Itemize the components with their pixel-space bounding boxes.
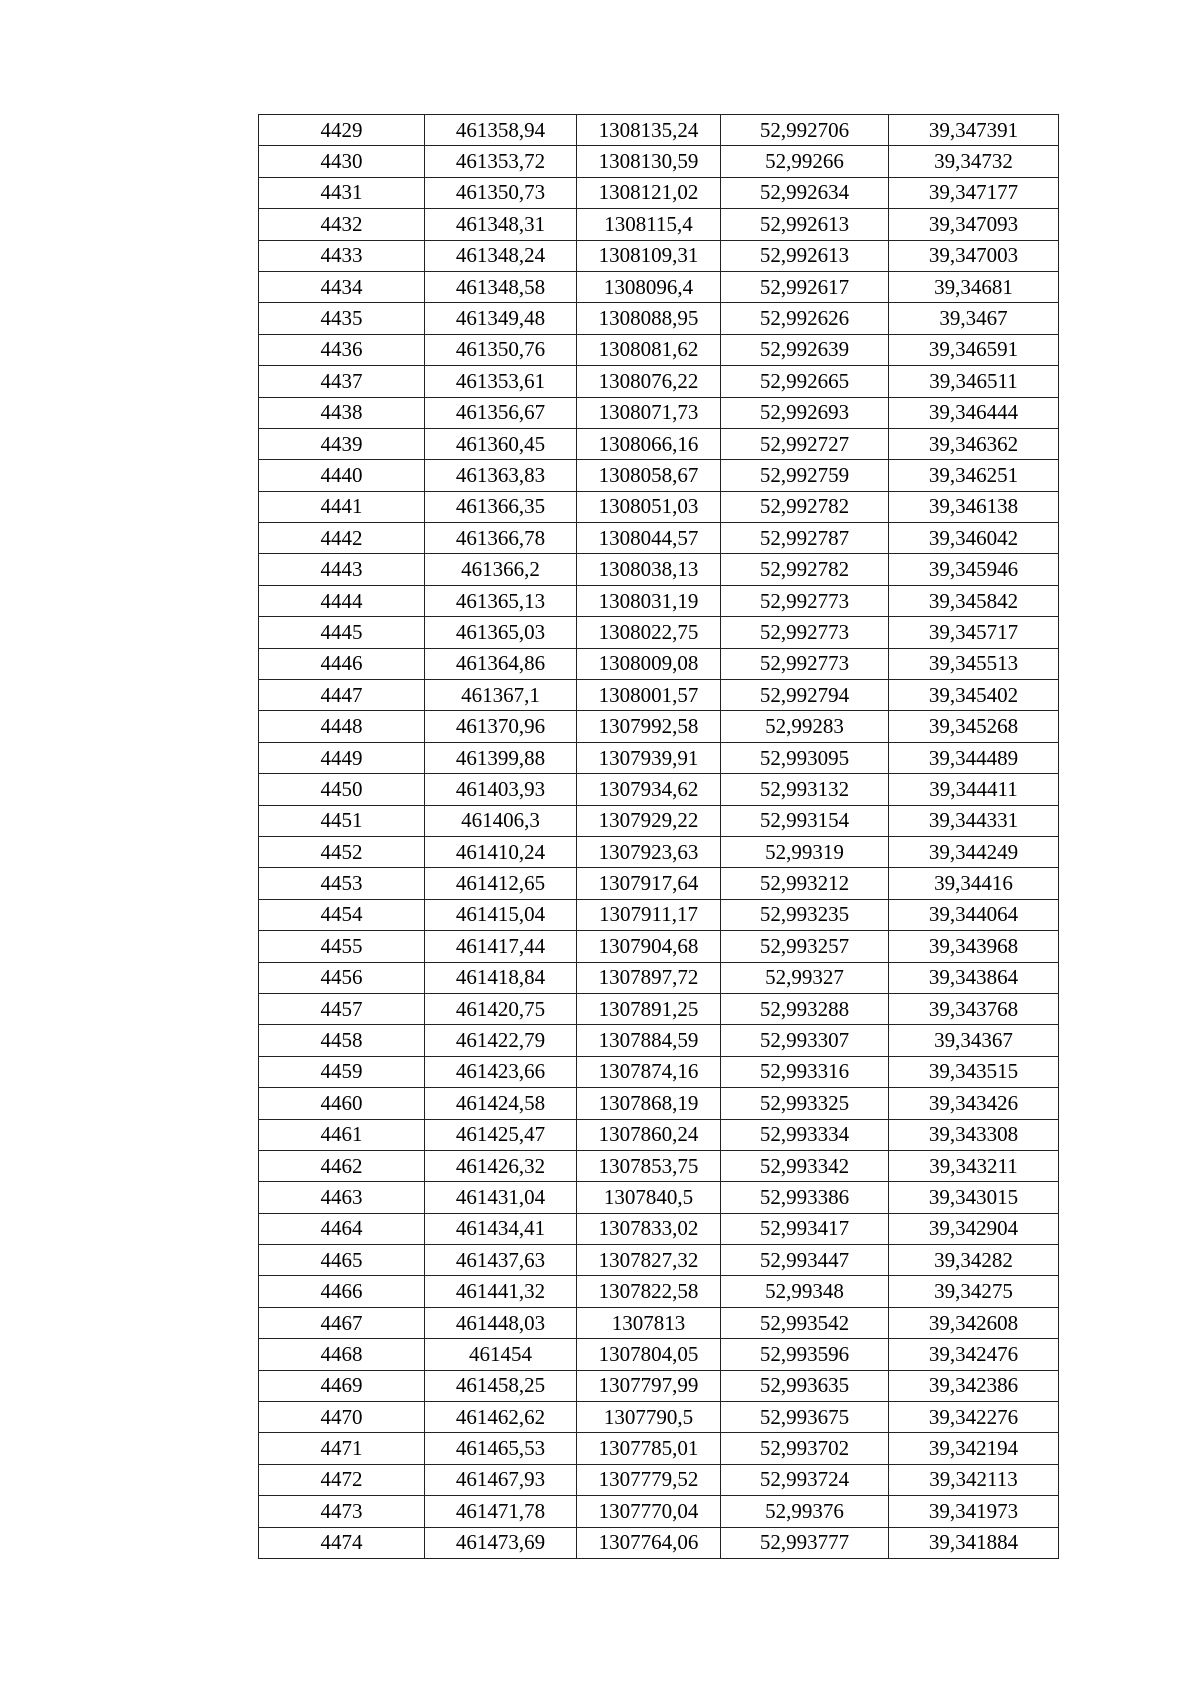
point-number-cell: 4467 (259, 1307, 425, 1338)
y-coordinate-cell: 1308022,75 (577, 617, 721, 648)
latitude-cell: 52,992727 (721, 428, 889, 459)
table-row (259, 177, 1059, 208)
table-row (259, 774, 1059, 805)
y-coordinate-cell: 1307897,72 (577, 962, 721, 993)
table-row (259, 491, 1059, 522)
y-coordinate-cell: 1308115,4 (577, 209, 721, 240)
table-row (259, 240, 1059, 271)
point-number-cell: 4465 (259, 1245, 425, 1276)
latitude-cell: 52,993316 (721, 1056, 889, 1087)
latitude-cell: 52,992794 (721, 680, 889, 711)
latitude-cell: 52,992613 (721, 240, 889, 271)
table-row (259, 962, 1059, 993)
y-coordinate-cell: 1307939,91 (577, 742, 721, 773)
y-coordinate-cell: 1307929,22 (577, 805, 721, 836)
y-coordinate-cell: 1308051,03 (577, 491, 721, 522)
point-number-cell: 4448 (259, 711, 425, 742)
x-coordinate-cell: 461360,45 (425, 428, 577, 459)
table-row (259, 711, 1059, 742)
x-coordinate-cell: 461366,35 (425, 491, 577, 522)
longitude-cell: 39,345513 (889, 648, 1059, 679)
point-number-cell: 4463 (259, 1182, 425, 1213)
latitude-cell: 52,993235 (721, 899, 889, 930)
table-row (259, 460, 1059, 491)
y-coordinate-cell: 1308044,57 (577, 523, 721, 554)
point-number-cell: 4460 (259, 1088, 425, 1119)
latitude-cell: 52,992787 (721, 523, 889, 554)
y-coordinate-cell: 1308071,73 (577, 397, 721, 428)
longitude-cell: 39,347177 (889, 177, 1059, 208)
longitude-cell: 39,346362 (889, 428, 1059, 459)
latitude-cell: 52,99283 (721, 711, 889, 742)
point-number-cell: 4469 (259, 1370, 425, 1401)
table-row (259, 836, 1059, 867)
longitude-cell: 39,34416 (889, 868, 1059, 899)
x-coordinate-cell: 461370,96 (425, 711, 577, 742)
x-coordinate-cell: 461353,72 (425, 146, 577, 177)
latitude-cell: 52,993288 (721, 993, 889, 1024)
x-coordinate-cell: 461350,73 (425, 177, 577, 208)
x-coordinate-cell: 461410,24 (425, 836, 577, 867)
latitude-cell: 52,993542 (721, 1307, 889, 1338)
point-number-cell: 4437 (259, 366, 425, 397)
x-coordinate-cell: 461403,93 (425, 774, 577, 805)
longitude-cell: 39,341884 (889, 1527, 1059, 1558)
y-coordinate-cell: 1307891,25 (577, 993, 721, 1024)
x-coordinate-cell: 461437,63 (425, 1245, 577, 1276)
x-coordinate-cell: 461417,44 (425, 931, 577, 962)
table-row (259, 115, 1059, 146)
x-coordinate-cell: 461364,86 (425, 648, 577, 679)
x-coordinate-cell: 461418,84 (425, 962, 577, 993)
latitude-cell: 52,993675 (721, 1402, 889, 1433)
y-coordinate-cell: 1307874,16 (577, 1056, 721, 1087)
longitude-cell: 39,344249 (889, 836, 1059, 867)
y-coordinate-cell: 1308076,22 (577, 366, 721, 397)
latitude-cell: 52,992693 (721, 397, 889, 428)
longitude-cell: 39,346138 (889, 491, 1059, 522)
table-row (259, 805, 1059, 836)
longitude-cell: 39,343211 (889, 1150, 1059, 1181)
x-coordinate-cell: 461365,03 (425, 617, 577, 648)
x-coordinate-cell: 461399,88 (425, 742, 577, 773)
latitude-cell: 52,992782 (721, 491, 889, 522)
point-number-cell: 4431 (259, 177, 425, 208)
x-coordinate-cell: 461353,61 (425, 366, 577, 397)
latitude-cell: 52,992626 (721, 303, 889, 334)
table-row (259, 428, 1059, 459)
point-number-cell: 4461 (259, 1119, 425, 1150)
point-number-cell: 4436 (259, 334, 425, 365)
x-coordinate-cell: 461406,3 (425, 805, 577, 836)
table-row (259, 1402, 1059, 1433)
longitude-cell: 39,343768 (889, 993, 1059, 1024)
x-coordinate-cell: 461424,58 (425, 1088, 577, 1119)
point-number-cell: 4454 (259, 899, 425, 930)
longitude-cell: 39,347003 (889, 240, 1059, 271)
point-number-cell: 4429 (259, 115, 425, 146)
table-row (259, 366, 1059, 397)
longitude-cell: 39,342276 (889, 1402, 1059, 1433)
point-number-cell: 4430 (259, 146, 425, 177)
latitude-cell: 52,992617 (721, 271, 889, 302)
latitude-cell: 52,993635 (721, 1370, 889, 1401)
table-row (259, 334, 1059, 365)
y-coordinate-cell: 1308066,16 (577, 428, 721, 459)
y-coordinate-cell: 1307797,99 (577, 1370, 721, 1401)
y-coordinate-cell: 1308001,57 (577, 680, 721, 711)
latitude-cell: 52,993257 (721, 931, 889, 962)
x-coordinate-cell: 461366,2 (425, 554, 577, 585)
table-row (259, 899, 1059, 930)
y-coordinate-cell: 1307822,58 (577, 1276, 721, 1307)
x-coordinate-cell: 461358,94 (425, 115, 577, 146)
latitude-cell: 52,993307 (721, 1025, 889, 1056)
x-coordinate-cell: 461434,41 (425, 1213, 577, 1244)
latitude-cell: 52,993702 (721, 1433, 889, 1464)
latitude-cell: 52,99348 (721, 1276, 889, 1307)
longitude-cell: 39,343864 (889, 962, 1059, 993)
longitude-cell: 39,343426 (889, 1088, 1059, 1119)
longitude-cell: 39,341973 (889, 1496, 1059, 1527)
y-coordinate-cell: 1308038,13 (577, 554, 721, 585)
point-number-cell: 4468 (259, 1339, 425, 1370)
x-coordinate-cell: 461348,58 (425, 271, 577, 302)
table-row (259, 1213, 1059, 1244)
point-number-cell: 4443 (259, 554, 425, 585)
table-row (259, 1025, 1059, 1056)
latitude-cell: 52,992706 (721, 115, 889, 146)
y-coordinate-cell: 1307868,19 (577, 1088, 721, 1119)
y-coordinate-cell: 1307884,59 (577, 1025, 721, 1056)
longitude-cell: 39,346444 (889, 397, 1059, 428)
longitude-cell: 39,34732 (889, 146, 1059, 177)
x-coordinate-cell: 461356,67 (425, 397, 577, 428)
table-row (259, 868, 1059, 899)
x-coordinate-cell: 461471,78 (425, 1496, 577, 1527)
longitude-cell: 39,342476 (889, 1339, 1059, 1370)
point-number-cell: 4449 (259, 742, 425, 773)
x-coordinate-cell: 461348,24 (425, 240, 577, 271)
latitude-cell: 52,993447 (721, 1245, 889, 1276)
point-number-cell: 4440 (259, 460, 425, 491)
x-coordinate-cell: 461467,93 (425, 1464, 577, 1495)
x-coordinate-cell: 461349,48 (425, 303, 577, 334)
latitude-cell: 52,992773 (721, 585, 889, 616)
longitude-cell: 39,343308 (889, 1119, 1059, 1150)
y-coordinate-cell: 1307934,62 (577, 774, 721, 805)
y-coordinate-cell: 1308009,08 (577, 648, 721, 679)
x-coordinate-cell: 461441,32 (425, 1276, 577, 1307)
latitude-cell: 52,992634 (721, 177, 889, 208)
table-row (259, 680, 1059, 711)
x-coordinate-cell: 461415,04 (425, 899, 577, 930)
longitude-cell: 39,342113 (889, 1464, 1059, 1495)
point-number-cell: 4457 (259, 993, 425, 1024)
x-coordinate-cell: 461465,53 (425, 1433, 577, 1464)
x-coordinate-cell: 461363,83 (425, 460, 577, 491)
point-number-cell: 4455 (259, 931, 425, 962)
point-number-cell: 4435 (259, 303, 425, 334)
table-row (259, 617, 1059, 648)
longitude-cell: 39,345402 (889, 680, 1059, 711)
longitude-cell: 39,343515 (889, 1056, 1059, 1087)
y-coordinate-cell: 1307813 (577, 1307, 721, 1338)
x-coordinate-cell: 461426,32 (425, 1150, 577, 1181)
table-row (259, 742, 1059, 773)
longitude-cell: 39,344331 (889, 805, 1059, 836)
table-row (259, 931, 1059, 962)
table-row (259, 1496, 1059, 1527)
longitude-cell: 39,345268 (889, 711, 1059, 742)
y-coordinate-cell: 1307804,05 (577, 1339, 721, 1370)
coordinates-table-body (259, 115, 1059, 1559)
longitude-cell: 39,342608 (889, 1307, 1059, 1338)
point-number-cell: 4470 (259, 1402, 425, 1433)
latitude-cell: 52,993334 (721, 1119, 889, 1150)
table-row (259, 993, 1059, 1024)
longitude-cell: 39,346511 (889, 366, 1059, 397)
latitude-cell: 52,99266 (721, 146, 889, 177)
y-coordinate-cell: 1307904,68 (577, 931, 721, 962)
table-row (259, 585, 1059, 616)
point-number-cell: 4456 (259, 962, 425, 993)
point-number-cell: 4433 (259, 240, 425, 271)
latitude-cell: 52,992773 (721, 648, 889, 679)
table-row (259, 271, 1059, 302)
x-coordinate-cell: 461458,25 (425, 1370, 577, 1401)
table-row (259, 397, 1059, 428)
x-coordinate-cell: 461473,69 (425, 1527, 577, 1558)
table-row (259, 1339, 1059, 1370)
y-coordinate-cell: 1308109,31 (577, 240, 721, 271)
latitude-cell: 52,993325 (721, 1088, 889, 1119)
table-row (259, 1370, 1059, 1401)
point-number-cell: 4471 (259, 1433, 425, 1464)
point-number-cell: 4458 (259, 1025, 425, 1056)
y-coordinate-cell: 1308096,4 (577, 271, 721, 302)
point-number-cell: 4445 (259, 617, 425, 648)
latitude-cell: 52,992639 (721, 334, 889, 365)
table-row (259, 1088, 1059, 1119)
table-row (259, 1150, 1059, 1181)
table-row (259, 1527, 1059, 1558)
x-coordinate-cell: 461422,79 (425, 1025, 577, 1056)
table-row (259, 1433, 1059, 1464)
y-coordinate-cell: 1307785,01 (577, 1433, 721, 1464)
point-number-cell: 4459 (259, 1056, 425, 1087)
point-number-cell: 4464 (259, 1213, 425, 1244)
y-coordinate-cell: 1308130,59 (577, 146, 721, 177)
point-number-cell: 4462 (259, 1150, 425, 1181)
point-number-cell: 4450 (259, 774, 425, 805)
point-number-cell: 4452 (259, 836, 425, 867)
x-coordinate-cell: 461367,1 (425, 680, 577, 711)
latitude-cell: 52,993132 (721, 774, 889, 805)
latitude-cell: 52,993596 (721, 1339, 889, 1370)
x-coordinate-cell: 461423,66 (425, 1056, 577, 1087)
x-coordinate-cell: 461425,47 (425, 1119, 577, 1150)
latitude-cell: 52,992613 (721, 209, 889, 240)
longitude-cell: 39,3467 (889, 303, 1059, 334)
y-coordinate-cell: 1307770,04 (577, 1496, 721, 1527)
x-coordinate-cell: 461431,04 (425, 1182, 577, 1213)
y-coordinate-cell: 1307860,24 (577, 1119, 721, 1150)
latitude-cell: 52,993724 (721, 1464, 889, 1495)
point-number-cell: 4438 (259, 397, 425, 428)
longitude-cell: 39,344489 (889, 742, 1059, 773)
table-row (259, 648, 1059, 679)
longitude-cell: 39,34681 (889, 271, 1059, 302)
y-coordinate-cell: 1307827,32 (577, 1245, 721, 1276)
longitude-cell: 39,346251 (889, 460, 1059, 491)
y-coordinate-cell: 1307764,06 (577, 1527, 721, 1558)
y-coordinate-cell: 1307840,5 (577, 1182, 721, 1213)
longitude-cell: 39,345717 (889, 617, 1059, 648)
latitude-cell: 52,993095 (721, 742, 889, 773)
table-row (259, 523, 1059, 554)
latitude-cell: 52,993154 (721, 805, 889, 836)
y-coordinate-cell: 1308135,24 (577, 115, 721, 146)
point-number-cell: 4473 (259, 1496, 425, 1527)
y-coordinate-cell: 1307853,75 (577, 1150, 721, 1181)
table-row (259, 303, 1059, 334)
y-coordinate-cell: 1307923,63 (577, 836, 721, 867)
latitude-cell: 52,993777 (721, 1527, 889, 1558)
point-number-cell: 4442 (259, 523, 425, 554)
latitude-cell: 52,993386 (721, 1182, 889, 1213)
longitude-cell: 39,346042 (889, 523, 1059, 554)
longitude-cell: 39,345842 (889, 585, 1059, 616)
table-row (259, 1464, 1059, 1495)
point-number-cell: 4444 (259, 585, 425, 616)
longitude-cell: 39,345946 (889, 554, 1059, 585)
table-row (259, 1119, 1059, 1150)
point-number-cell: 4434 (259, 271, 425, 302)
longitude-cell: 39,34275 (889, 1276, 1059, 1307)
x-coordinate-cell: 461350,76 (425, 334, 577, 365)
table-row (259, 146, 1059, 177)
latitude-cell: 52,992665 (721, 366, 889, 397)
point-number-cell: 4432 (259, 209, 425, 240)
x-coordinate-cell: 461412,65 (425, 868, 577, 899)
table-row (259, 1245, 1059, 1276)
y-coordinate-cell: 1307790,5 (577, 1402, 721, 1433)
y-coordinate-cell: 1307917,64 (577, 868, 721, 899)
table-row (259, 1056, 1059, 1087)
longitude-cell: 39,343968 (889, 931, 1059, 962)
longitude-cell: 39,344064 (889, 899, 1059, 930)
point-number-cell: 4447 (259, 680, 425, 711)
x-coordinate-cell: 461348,31 (425, 209, 577, 240)
table-row (259, 209, 1059, 240)
x-coordinate-cell: 461448,03 (425, 1307, 577, 1338)
point-number-cell: 4453 (259, 868, 425, 899)
y-coordinate-cell: 1307911,17 (577, 899, 721, 930)
y-coordinate-cell: 1307779,52 (577, 1464, 721, 1495)
y-coordinate-cell: 1308121,02 (577, 177, 721, 208)
longitude-cell: 39,342194 (889, 1433, 1059, 1464)
longitude-cell: 39,342904 (889, 1213, 1059, 1244)
longitude-cell: 39,347093 (889, 209, 1059, 240)
point-number-cell: 4472 (259, 1464, 425, 1495)
table-row (259, 554, 1059, 585)
point-number-cell: 4466 (259, 1276, 425, 1307)
latitude-cell: 52,992782 (721, 554, 889, 585)
y-coordinate-cell: 1307992,58 (577, 711, 721, 742)
latitude-cell: 52,992773 (721, 617, 889, 648)
table-row (259, 1182, 1059, 1213)
x-coordinate-cell: 461420,75 (425, 993, 577, 1024)
table-row (259, 1307, 1059, 1338)
x-coordinate-cell: 461366,78 (425, 523, 577, 554)
latitude-cell: 52,99376 (721, 1496, 889, 1527)
longitude-cell: 39,34282 (889, 1245, 1059, 1276)
longitude-cell: 39,343015 (889, 1182, 1059, 1213)
longitude-cell: 39,344411 (889, 774, 1059, 805)
y-coordinate-cell: 1308058,67 (577, 460, 721, 491)
latitude-cell: 52,993212 (721, 868, 889, 899)
y-coordinate-cell: 1308088,95 (577, 303, 721, 334)
point-number-cell: 4441 (259, 491, 425, 522)
point-number-cell: 4451 (259, 805, 425, 836)
x-coordinate-cell: 461454 (425, 1339, 577, 1370)
coordinates-table (258, 114, 1059, 1559)
latitude-cell: 52,993417 (721, 1213, 889, 1244)
y-coordinate-cell: 1308081,62 (577, 334, 721, 365)
longitude-cell: 39,342386 (889, 1370, 1059, 1401)
latitude-cell: 52,992759 (721, 460, 889, 491)
table-row (259, 1276, 1059, 1307)
latitude-cell: 52,99319 (721, 836, 889, 867)
point-number-cell: 4446 (259, 648, 425, 679)
x-coordinate-cell: 461365,13 (425, 585, 577, 616)
longitude-cell: 39,34367 (889, 1025, 1059, 1056)
point-number-cell: 4439 (259, 428, 425, 459)
latitude-cell: 52,99327 (721, 962, 889, 993)
x-coordinate-cell: 461462,62 (425, 1402, 577, 1433)
point-number-cell: 4474 (259, 1527, 425, 1558)
y-coordinate-cell: 1307833,02 (577, 1213, 721, 1244)
latitude-cell: 52,993342 (721, 1150, 889, 1181)
y-coordinate-cell: 1308031,19 (577, 585, 721, 616)
longitude-cell: 39,347391 (889, 115, 1059, 146)
longitude-cell: 39,346591 (889, 334, 1059, 365)
